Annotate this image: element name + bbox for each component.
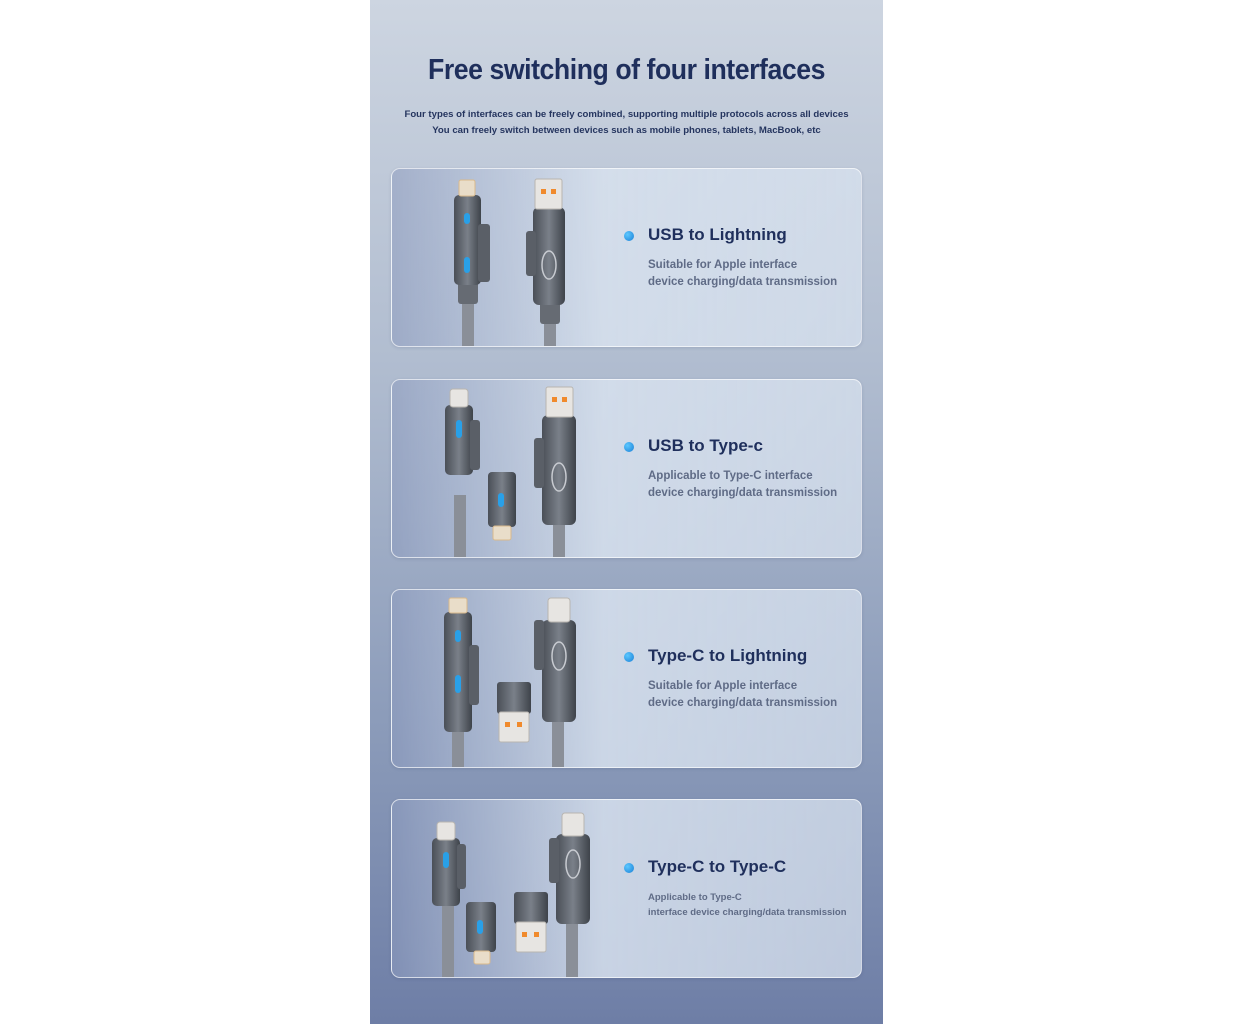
product-poster bbox=[370, 0, 883, 1024]
bullet-dot bbox=[624, 652, 634, 662]
page-subtitle bbox=[370, 107, 883, 138]
card-description-line-2: interface device charging/data transmission bbox=[648, 907, 847, 918]
card-description-line-1: Applicable to Type-C bbox=[648, 892, 742, 903]
card-title: Type-C to Lightning bbox=[648, 646, 808, 665]
card-typec-to-lightning bbox=[391, 589, 862, 768]
card-description-line-2: device charging/data transmission bbox=[648, 487, 838, 499]
card-description bbox=[648, 257, 837, 291]
bullet-dot bbox=[624, 442, 634, 452]
card-title: Type-C to Type-C bbox=[648, 857, 787, 876]
card-description bbox=[648, 890, 847, 920]
subtitle-line-2: You can freely switch between devices such as mobile phones, tablets, MacBook, etc bbox=[432, 124, 821, 136]
card-description-line-2: device charging/data transmission bbox=[648, 276, 838, 288]
bullet-dot bbox=[624, 863, 634, 873]
page-title: Free switching of four interfaces bbox=[428, 54, 825, 86]
card-usb-to-typec bbox=[391, 379, 862, 558]
typec-to-typec-cable-icon bbox=[422, 800, 622, 977]
subtitle-line-1: Four types of interfaces can be freely combined, supporting multiple protocols across all devices bbox=[404, 109, 849, 120]
bullet-dot bbox=[624, 231, 634, 241]
card-description-line-1: Applicable to Type-C interface bbox=[648, 470, 813, 482]
typec-to-lightning-cable-icon bbox=[422, 590, 622, 767]
card-title: USB to Type-c bbox=[648, 436, 763, 455]
card-description bbox=[648, 678, 837, 712]
usb-to-lightning-cable-icon bbox=[422, 169, 622, 346]
card-description-line-2: device charging/data transmission bbox=[648, 697, 838, 709]
card-description bbox=[648, 468, 837, 502]
card-usb-to-lightning bbox=[391, 168, 862, 347]
card-typec-to-typec bbox=[391, 799, 862, 978]
usb-to-typec-cable-icon bbox=[422, 380, 622, 557]
card-description-line-1: Suitable for Apple interface bbox=[648, 680, 798, 692]
card-description-line-1: Suitable for Apple interface bbox=[648, 259, 798, 271]
card-title: USB to Lightning bbox=[648, 225, 787, 244]
